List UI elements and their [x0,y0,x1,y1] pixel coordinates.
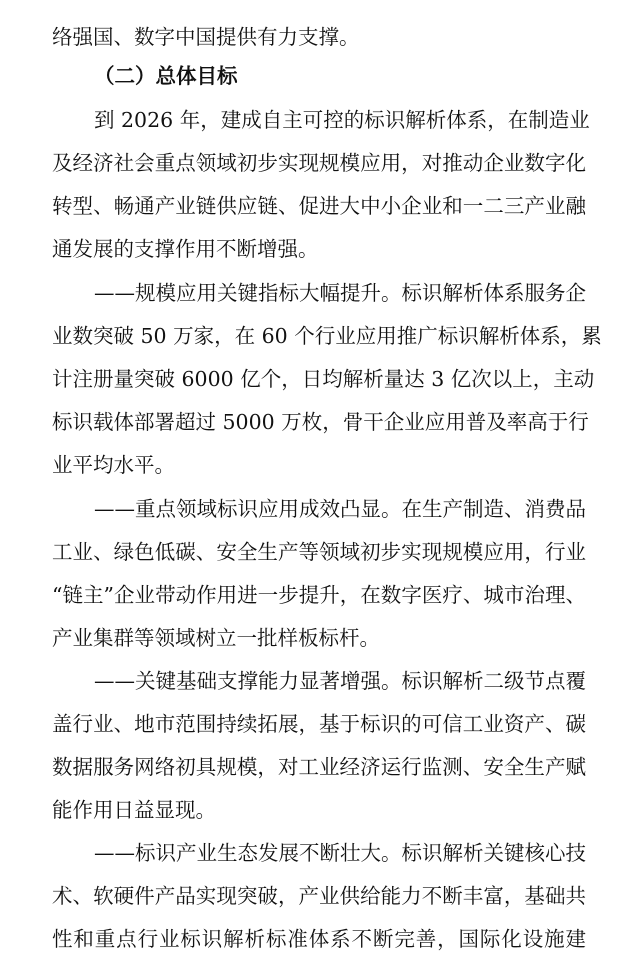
text-line-18: 数据服务网络初具规模，对工业经济运行监测、安全生产赋 [52,755,586,779]
text-line-5: 转型、畅通产业链供应链、促进大中小企业和一二三产业融 [52,194,586,218]
text-line-16: ——关键基础支撑能力显著增强。标识解析二级节点覆 [94,669,586,693]
text-line-13: 工业、绿色低碳、安全生产等领域初步实现规模应用，行业 [52,540,586,564]
text-line-10: 标识载体部署超过 5000 万枚，骨干企业应用普及率高于行 [52,410,589,434]
text-line-8: 业数突破 50 万家，在 60 个行业应用推广标识解析体系，累 [52,324,602,348]
text-line-22: 性和重点行业标识解析标准体系不断完善，国际化设施建 [52,927,586,951]
text-line-7: ——规模应用关键指标大幅提升。标识解析体系服务企 [94,281,586,305]
text-line-9: 计注册量突破 6000 亿个，日均解析量达 3 亿次以上，主动 [52,367,595,391]
section-heading: （二）总体目标 [94,64,238,88]
text-line-11: 业平均水平。 [52,453,175,477]
text-line-21: 术、软硬件产品实现突破，产业供给能力不断丰富，基础共 [52,884,586,908]
text-line-4: 及经济社会重点领域初步实现规模应用，对推动企业数字化 [52,151,586,175]
text-line-3: 到 2026 年，建成自主可控的标识解析体系，在制造业 [94,108,590,132]
text-line-17: 盖行业、地市范围持续拓展，基于标识的可信工业资产、碳 [52,712,586,736]
text-line-1: 络强国、数字中国提供有力支撑。 [52,25,360,49]
text-line-20: ——标识产业生态发展不断壮大。标识解析关键核心技 [94,841,586,865]
text-line-12: ——重点领域标识应用成效凸显。在生产制造、消费品 [94,497,586,521]
text-line-19: 能作用日益显现。 [52,798,216,822]
text-line-14: “链主”企业带动作用进一步提升，在数字医疗、城市治理、 [52,583,586,607]
text-line-15: 产业集群等领域树立一批样板标杆。 [52,626,380,650]
text-line-6: 通发展的支撑作用不断增强。 [52,237,319,261]
